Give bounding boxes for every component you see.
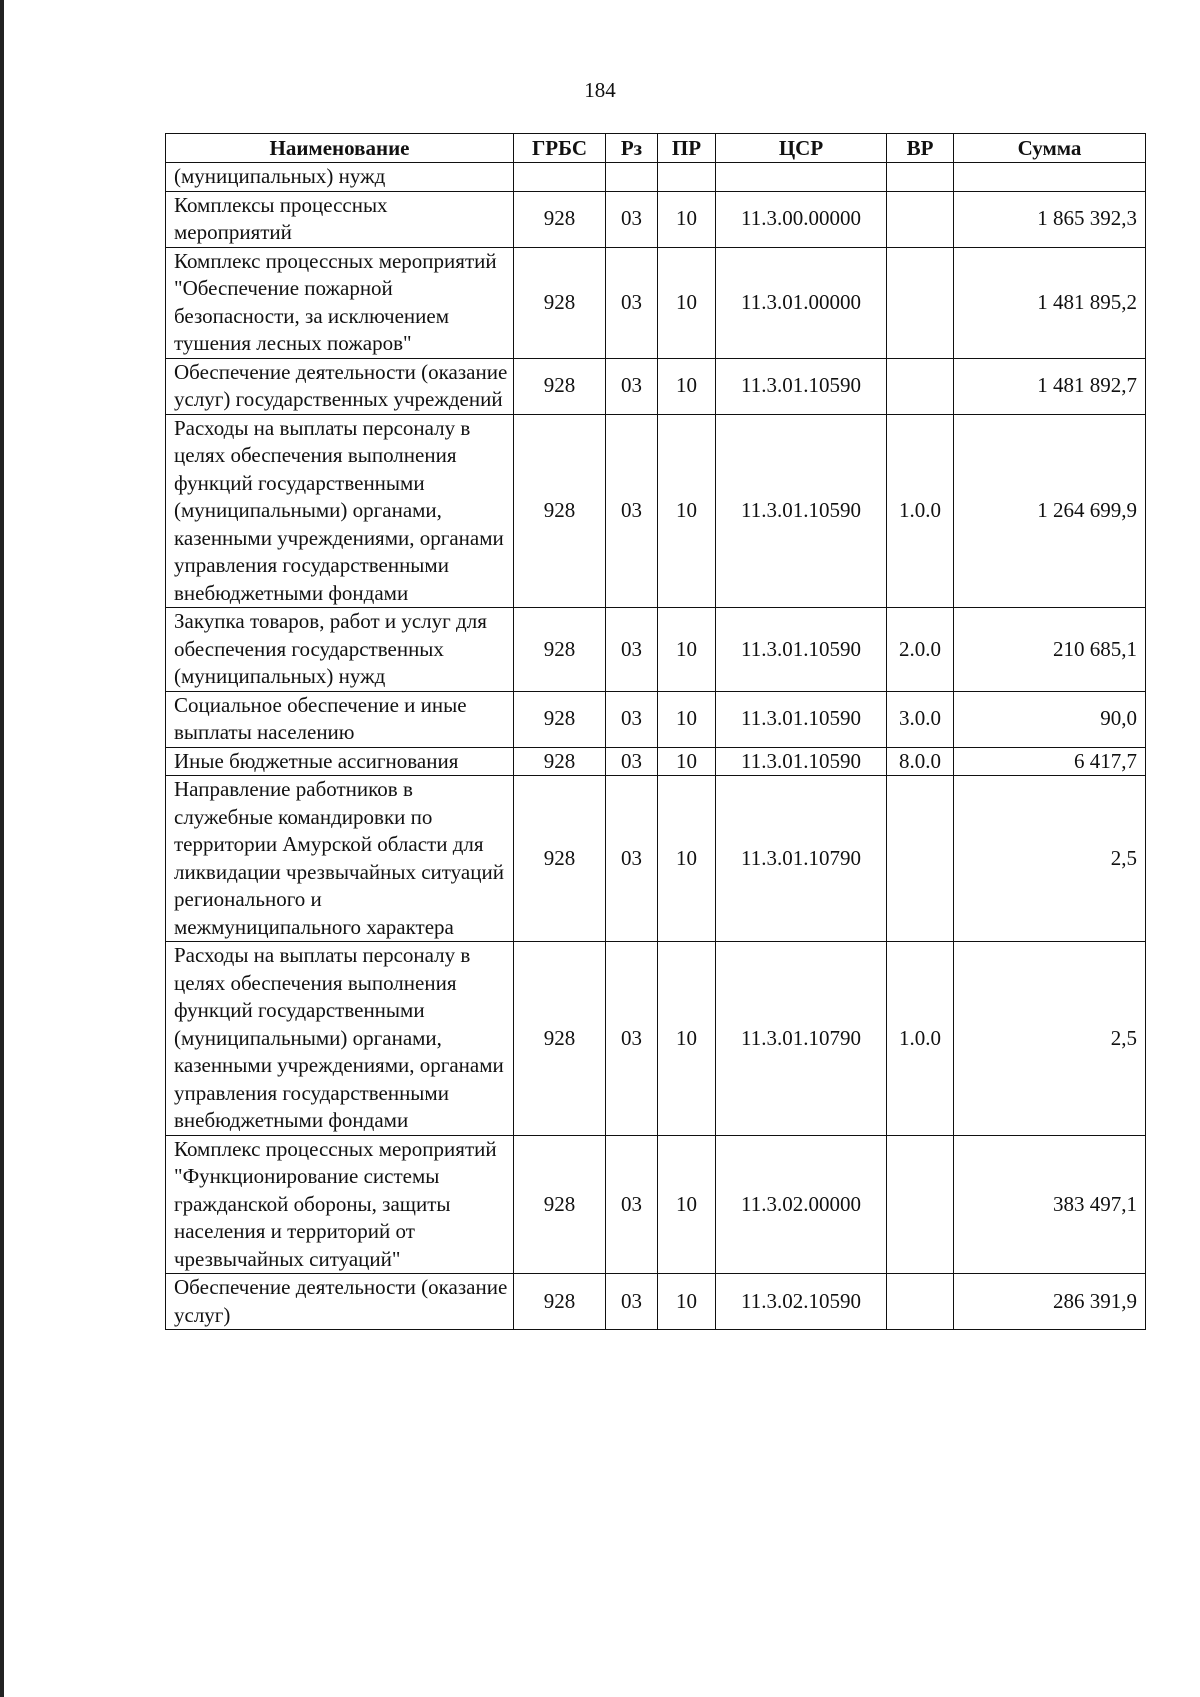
cell-rz: 03 bbox=[606, 358, 658, 414]
header-name: Наименование bbox=[166, 134, 514, 163]
cell-vr bbox=[887, 247, 954, 358]
table-row bbox=[166, 191, 1146, 247]
cell-pr: 10 bbox=[658, 414, 716, 608]
table-row bbox=[166, 1274, 1146, 1330]
cell-grbs: 928 bbox=[514, 191, 606, 247]
cell-pr: 10 bbox=[658, 747, 716, 776]
cell-sum: 90,0 bbox=[954, 691, 1146, 747]
cell-pr: 10 bbox=[658, 191, 716, 247]
cell-rz: 03 bbox=[606, 191, 658, 247]
cell-pr: 10 bbox=[658, 776, 716, 942]
cell-sum: 1 481 892,7 bbox=[954, 358, 1146, 414]
cell-csr: 11.3.02.10590 bbox=[716, 1274, 887, 1330]
cell-vr bbox=[887, 191, 954, 247]
cell-vr: 2.0.0 bbox=[887, 608, 954, 692]
cell-rz: 03 bbox=[606, 608, 658, 692]
cell-pr bbox=[658, 163, 716, 192]
cell-name: Комплекс процессных мероприятий "Обеспечение пожарной безопасности, за исключением тушения лесных пожаров" bbox=[166, 247, 514, 358]
cell-vr bbox=[887, 776, 954, 942]
cell-rz: 03 bbox=[606, 1135, 658, 1274]
cell-pr: 10 bbox=[658, 608, 716, 692]
scan-edge-bar bbox=[0, 0, 4, 1697]
cell-name: Комплекс процессных мероприятий "Функционирование системы гражданской обороны, защиты населения и территорий от чрезвычайных ситуаций" bbox=[166, 1135, 514, 1274]
cell-csr: 11.3.01.00000 bbox=[716, 247, 887, 358]
table-row bbox=[166, 1135, 1146, 1274]
cell-vr bbox=[887, 358, 954, 414]
cell-sum: 6 417,7 bbox=[954, 747, 1146, 776]
cell-csr: 11.3.01.10590 bbox=[716, 414, 887, 608]
cell-csr: 11.3.01.10590 bbox=[716, 608, 887, 692]
cell-csr: 11.3.00.00000 bbox=[716, 191, 887, 247]
cell-grbs: 928 bbox=[514, 942, 606, 1136]
cell-pr: 10 bbox=[658, 247, 716, 358]
page-number: 184 bbox=[584, 78, 616, 102]
header-sum: Сумма bbox=[954, 134, 1146, 163]
cell-grbs: 928 bbox=[514, 1274, 606, 1330]
table-row bbox=[166, 247, 1146, 358]
table-row bbox=[166, 776, 1146, 942]
table-row bbox=[166, 691, 1146, 747]
table-row bbox=[166, 608, 1146, 692]
cell-name: Расходы на выплаты персоналу в целях обеспечения выполнения функций государственными (муниципальными) органами, казенными учреждениями, органами управления государственными внебюджетными фондами bbox=[166, 414, 514, 608]
cell-pr: 10 bbox=[658, 1274, 716, 1330]
cell-name: Расходы на выплаты персоналу в целях обеспечения выполнения функций государственными (муниципальными) органами, казенными учреждениями, органами управления государственными внебюджетными фондами bbox=[166, 942, 514, 1136]
cell-sum: 210 685,1 bbox=[954, 608, 1146, 692]
cell-vr bbox=[887, 1135, 954, 1274]
cell-rz bbox=[606, 163, 658, 192]
cell-sum: 1 264 699,9 bbox=[954, 414, 1146, 608]
cell-name: (муниципальных) нужд bbox=[166, 163, 514, 192]
cell-name: Закупка товаров, работ и услуг для обеспечения государственных (муниципальных) нужд bbox=[166, 608, 514, 692]
budget-table bbox=[165, 133, 1146, 1330]
table-row bbox=[166, 747, 1146, 776]
cell-csr: 11.3.01.10590 bbox=[716, 358, 887, 414]
cell-pr: 10 bbox=[658, 1135, 716, 1274]
cell-sum: 383 497,1 bbox=[954, 1135, 1146, 1274]
cell-sum bbox=[954, 163, 1146, 192]
cell-grbs: 928 bbox=[514, 414, 606, 608]
cell-rz: 03 bbox=[606, 414, 658, 608]
cell-rz: 03 bbox=[606, 942, 658, 1136]
cell-grbs: 928 bbox=[514, 747, 606, 776]
cell-sum: 2,5 bbox=[954, 942, 1146, 1136]
cell-pr: 10 bbox=[658, 691, 716, 747]
cell-vr bbox=[887, 1274, 954, 1330]
cell-vr: 8.0.0 bbox=[887, 747, 954, 776]
header-csr: ЦСР bbox=[716, 134, 887, 163]
cell-sum: 1 481 895,2 bbox=[954, 247, 1146, 358]
cell-sum: 2,5 bbox=[954, 776, 1146, 942]
table-row bbox=[166, 163, 1146, 192]
cell-vr: 1.0.0 bbox=[887, 414, 954, 608]
cell-name: Обеспечение деятельности (оказание услуг) государственных учреждений bbox=[166, 358, 514, 414]
table-header-row bbox=[166, 134, 1146, 163]
cell-grbs: 928 bbox=[514, 776, 606, 942]
cell-name: Направление работников в служебные командировки по территории Амурской области для ликвидации чрезвычайных ситуаций регионального и межмуниципального характера bbox=[166, 776, 514, 942]
cell-csr: 11.3.02.00000 bbox=[716, 1135, 887, 1274]
cell-vr: 3.0.0 bbox=[887, 691, 954, 747]
cell-csr: 11.3.01.10590 bbox=[716, 691, 887, 747]
cell-csr bbox=[716, 163, 887, 192]
cell-rz: 03 bbox=[606, 747, 658, 776]
cell-pr: 10 bbox=[658, 358, 716, 414]
cell-csr: 11.3.01.10590 bbox=[716, 747, 887, 776]
cell-csr: 11.3.01.10790 bbox=[716, 776, 887, 942]
header-pr: ПР bbox=[658, 134, 716, 163]
cell-rz: 03 bbox=[606, 247, 658, 358]
table-row bbox=[166, 942, 1146, 1136]
cell-grbs: 928 bbox=[514, 358, 606, 414]
cell-grbs bbox=[514, 163, 606, 192]
cell-name: Обеспечение деятельности (оказание услуг) bbox=[166, 1274, 514, 1330]
table-row bbox=[166, 358, 1146, 414]
cell-sum: 1 865 392,3 bbox=[954, 191, 1146, 247]
cell-sum: 286 391,9 bbox=[954, 1274, 1146, 1330]
cell-csr: 11.3.01.10790 bbox=[716, 942, 887, 1136]
cell-rz: 03 bbox=[606, 1274, 658, 1330]
cell-name: Комплексы процессных мероприятий bbox=[166, 191, 514, 247]
cell-pr: 10 bbox=[658, 942, 716, 1136]
cell-grbs: 928 bbox=[514, 608, 606, 692]
cell-grbs: 928 bbox=[514, 691, 606, 747]
cell-grbs: 928 bbox=[514, 1135, 606, 1274]
header-grbs: ГРБС bbox=[514, 134, 606, 163]
header-rz: Рз bbox=[606, 134, 658, 163]
header-vr: ВР bbox=[887, 134, 954, 163]
cell-rz: 03 bbox=[606, 776, 658, 942]
cell-name: Иные бюджетные ассигнования bbox=[166, 747, 514, 776]
cell-name: Социальное обеспечение и иные выплаты населению bbox=[166, 691, 514, 747]
cell-vr: 1.0.0 bbox=[887, 942, 954, 1136]
table-row bbox=[166, 414, 1146, 608]
cell-rz: 03 bbox=[606, 691, 658, 747]
cell-grbs: 928 bbox=[514, 247, 606, 358]
cell-vr bbox=[887, 163, 954, 192]
